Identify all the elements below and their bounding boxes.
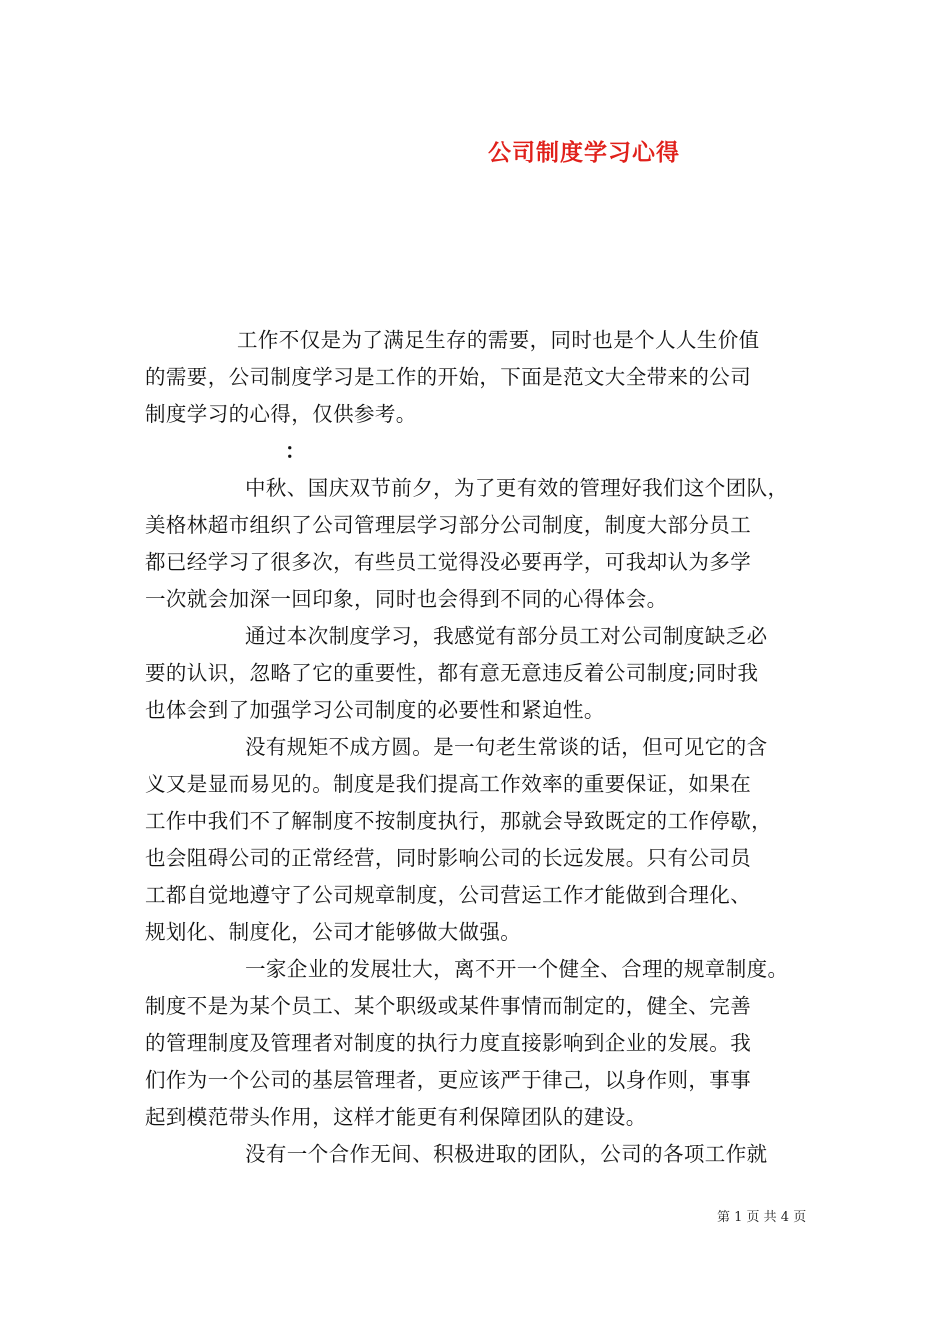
text-line: 通过本次制度学习，我感觉有部分员工对公司制度缺乏必 <box>245 624 768 648</box>
text-line: 制度不是为某个员工、某个职级或某件事情而制定的，健全、完善 <box>145 994 752 1018</box>
text-line: 工作中我们不了解制度不按制度执行，那就会导致既定的工作停歇， <box>145 809 772 833</box>
text-line: 也会阻碍公司的正常经营，同时影响公司的长远发展。只有公司员 <box>145 846 752 870</box>
text-line: 没有一个合作无间、积极进取的团队，公司的各项工作就 <box>245 1142 768 1166</box>
text-line: 工作不仅是为了满足生存的需要，同时也是个人人生价值 <box>237 328 760 352</box>
page-title: 公司制度学习心得 <box>488 139 680 166</box>
text-line: 起到模范带头作用，这样才能更有利保障团队的建设。 <box>145 1105 647 1129</box>
page-footer: 第 1 页 共 4 页 <box>717 1210 807 1225</box>
text-line: 一家企业的发展壮大，离不开一个健全、合理的规章制度。 <box>245 957 789 981</box>
text-line: 工都自觉地遵守了公司规章制度，公司营运工作才能做到合理化、 <box>145 883 752 907</box>
text-line: 们作为一个公司的基层管理者，更应该严于律己，以身作则，事事 <box>145 1068 752 1092</box>
text-line: 的需要，公司制度学习是工作的开始，下面是范文大全带来的公司 <box>145 365 752 389</box>
text-line: 要的认识，忽略了它的重要性，都有意无意违反着公司制度;同时我 <box>145 661 759 685</box>
text-line: 义又是显而易见的。制度是我们提高工作效率的重要保证，如果在 <box>145 772 752 796</box>
body-text <box>145 322 825 1173</box>
text-line: 一次就会加深一回印象，同时也会得到不同的心得体会。 <box>145 587 668 611</box>
text-line: ： <box>285 439 306 463</box>
text-line: 也体会到了加强学习公司制度的必要性和紧迫性。 <box>145 698 605 722</box>
text-line: 制度学习的心得，仅供参考。 <box>145 402 417 426</box>
text-line: 的管理制度及管理者对制度的执行力度直接影响到企业的发展。我 <box>145 1031 752 1055</box>
text-line: 没有规矩不成方圆。是一句老生常谈的话，但可见它的含 <box>245 735 768 759</box>
text-line: 都已经学习了很多次，有些员工觉得没必要再学，可我却认为多学 <box>145 550 752 574</box>
text-line: 美格林超市组织了公司管理层学习部分公司制度，制度大部分员工 <box>145 513 752 537</box>
text-line: 中秋、国庆双节前夕，为了更有效的管理好我们这个团队， <box>245 476 789 500</box>
text-line: 规划化、制度化，公司才能够做大做强。 <box>145 920 522 944</box>
